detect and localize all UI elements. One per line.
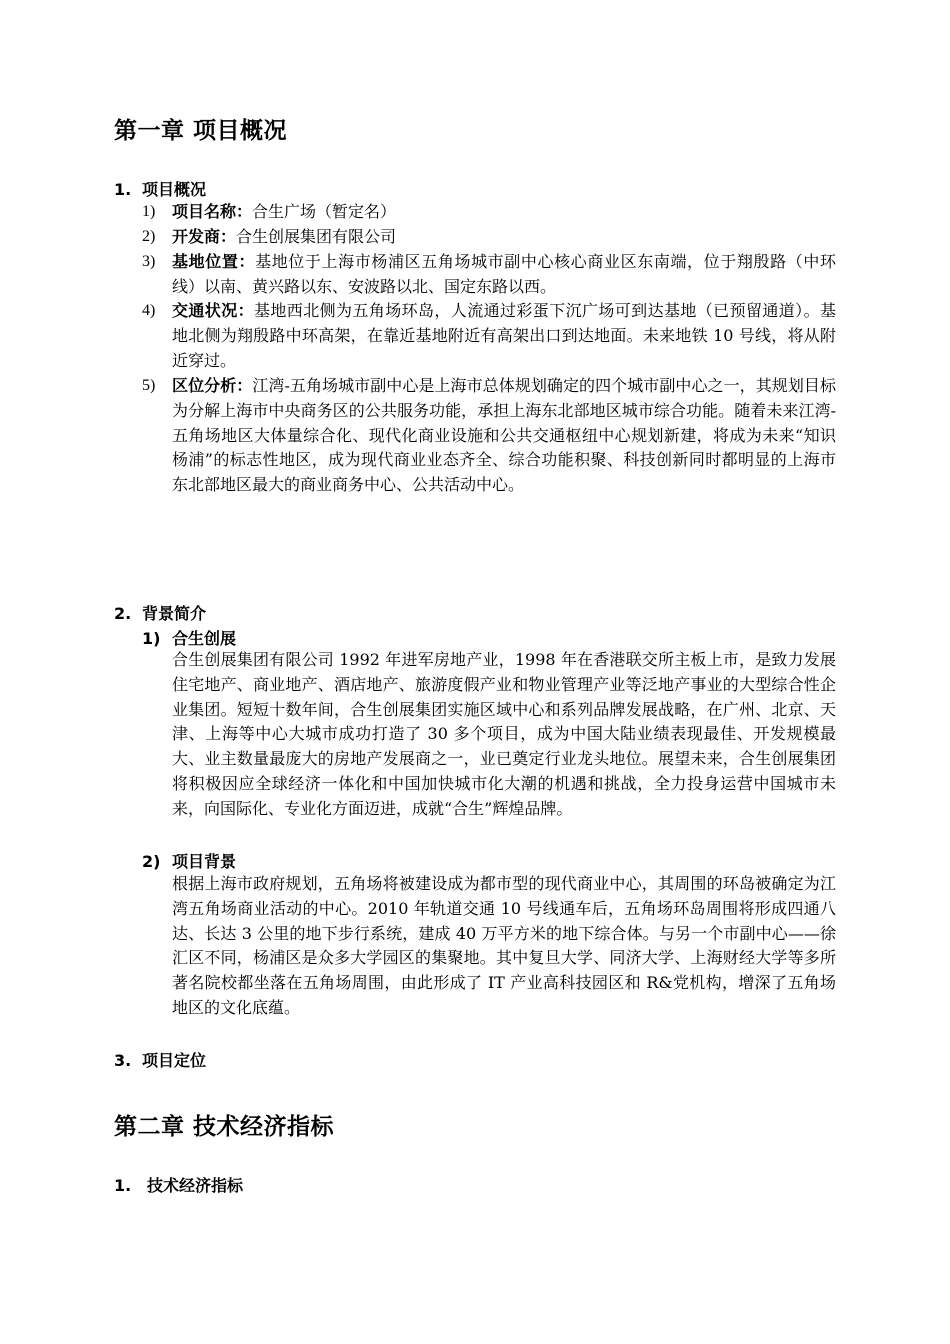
- item-label: 项目名称：: [172, 202, 253, 221]
- section-title: 项目定位: [142, 1051, 207, 1070]
- section-1-heading: [114, 177, 206, 200]
- item-number: 5): [142, 377, 156, 394]
- list-item: [142, 374, 836, 498]
- section-number: 3.: [114, 1051, 132, 1070]
- subsection-number: 2): [142, 852, 161, 871]
- item-text: 合生创展集团有限公司: [236, 227, 397, 246]
- section-title: 技术经济指标: [147, 1176, 244, 1195]
- subsection-title: 合生创展: [172, 629, 237, 648]
- item-number: 2): [142, 228, 156, 245]
- item-text: 基地位于上海市杨浦区五角场城市副中心核心商业区东南端，位于翔殷路（中环线）以南、黄兴路以东、安波路以北、国定东路以西。: [172, 252, 836, 296]
- list-item: [142, 225, 836, 250]
- item-number: 4): [142, 302, 156, 319]
- paragraph: 合生创展集团有限公司 1992 年进军房地产业，1998 年在香港联交所主板上市，是致力发展住宅地产、商业地产、酒店地产、旅游度假产业和物业管理产业等泛地产事业的大型综合性企业集团。短短十数年间，合生创展集团实施区域中心和系列品牌发展战略，在广州、北京、天津、上海等中心大城市成功打造了 30 多个项目，成为中国大陆业绩表现最佳、开发规模最大、业主数量最庞大的房地产发展商之一，业已奠定行业龙头地位。展望未来，合生创展集团将积极因应全球经济一体化和中国加快城市化大潮的机遇和挑战，全力投身运营中国城市未来，向国际化、专业化方面迈进，成就“合生”辉煌品牌。: [172, 650, 836, 818]
- section-2-heading: [114, 601, 206, 624]
- item-label: 交通状况：: [172, 301, 254, 320]
- section-number: 1.: [114, 180, 132, 199]
- section-title: 背景简介: [142, 604, 207, 623]
- subsection-title: 项目背景: [172, 852, 237, 871]
- item-text: 合生广场（暂定名）: [252, 202, 397, 221]
- list-item: [142, 299, 836, 373]
- section-number: 2.: [114, 604, 132, 623]
- section-number: 1.: [114, 1176, 132, 1195]
- list-item: [142, 200, 836, 225]
- paragraph: 根据上海市政府规划，五角场将被建设成为都市型的现代商业中心，其周围的环岛被确定为江湾五角场商业活动的中心。2010 年轨道交通 10 号线通车后，五角场环岛周围将形成四通八达、长达 3 公里的地下步行系统，建成 40 万平方米的地下综合体。与另一个市副中心——徐汇区不同，杨浦区是众多大学园区的集聚地。其中复旦大学、同济大学、上海财经大学等多所著名院校都坐落在五角场周围，由此形成了 IT 产业高科技园区和 R&党机构，增深了五角场地区的文化底蕴。: [172, 874, 836, 1017]
- item-label: 基地位置：: [172, 252, 256, 271]
- item-number: 3): [142, 253, 156, 270]
- subsection-heading: [142, 849, 236, 872]
- section-3-heading: [114, 1048, 206, 1071]
- list-item: [142, 250, 836, 300]
- subsection-number: 1): [142, 629, 161, 648]
- item-text: 基地西北侧为五角场环岛，人流通过彩蛋下沉广场可到达基地（已预留通道）。基地北侧为翔殷路中环高架，在靠近基地附近有高架出口到达地面。未来地铁 10 号线，将从附近穿过。: [172, 301, 836, 370]
- chapter-1-title: 第一章 项目概况: [114, 118, 288, 144]
- item-label: 开发商：: [172, 227, 237, 246]
- item-number: 1): [142, 203, 156, 220]
- chapter-2-section-1-heading: [114, 1173, 243, 1196]
- subsection-heading: [142, 626, 236, 649]
- item-label: 区位分析：: [172, 376, 253, 395]
- item-text: 江湾-五角场城市副中心是上海市总体规划确定的四个城市副中心之一，其规划目标为分解上海市中央商务区的公共服务功能，承担上海东北部地区城市综合功能。随着未来江湾-五角场地区大体量综合化、现代化商业设施和公共交通枢纽中心规划新建，将成为未来“知识杨浦”的标志性地区，成为现代商业业态齐全、综合功能积聚、科技创新同时都明显的上海市东北部地区最大的商业商务中心、公共活动中心。: [172, 376, 836, 495]
- section-title: 项目概况: [142, 180, 207, 199]
- chapter-2-title: 第二章 技术经济指标: [114, 1114, 335, 1140]
